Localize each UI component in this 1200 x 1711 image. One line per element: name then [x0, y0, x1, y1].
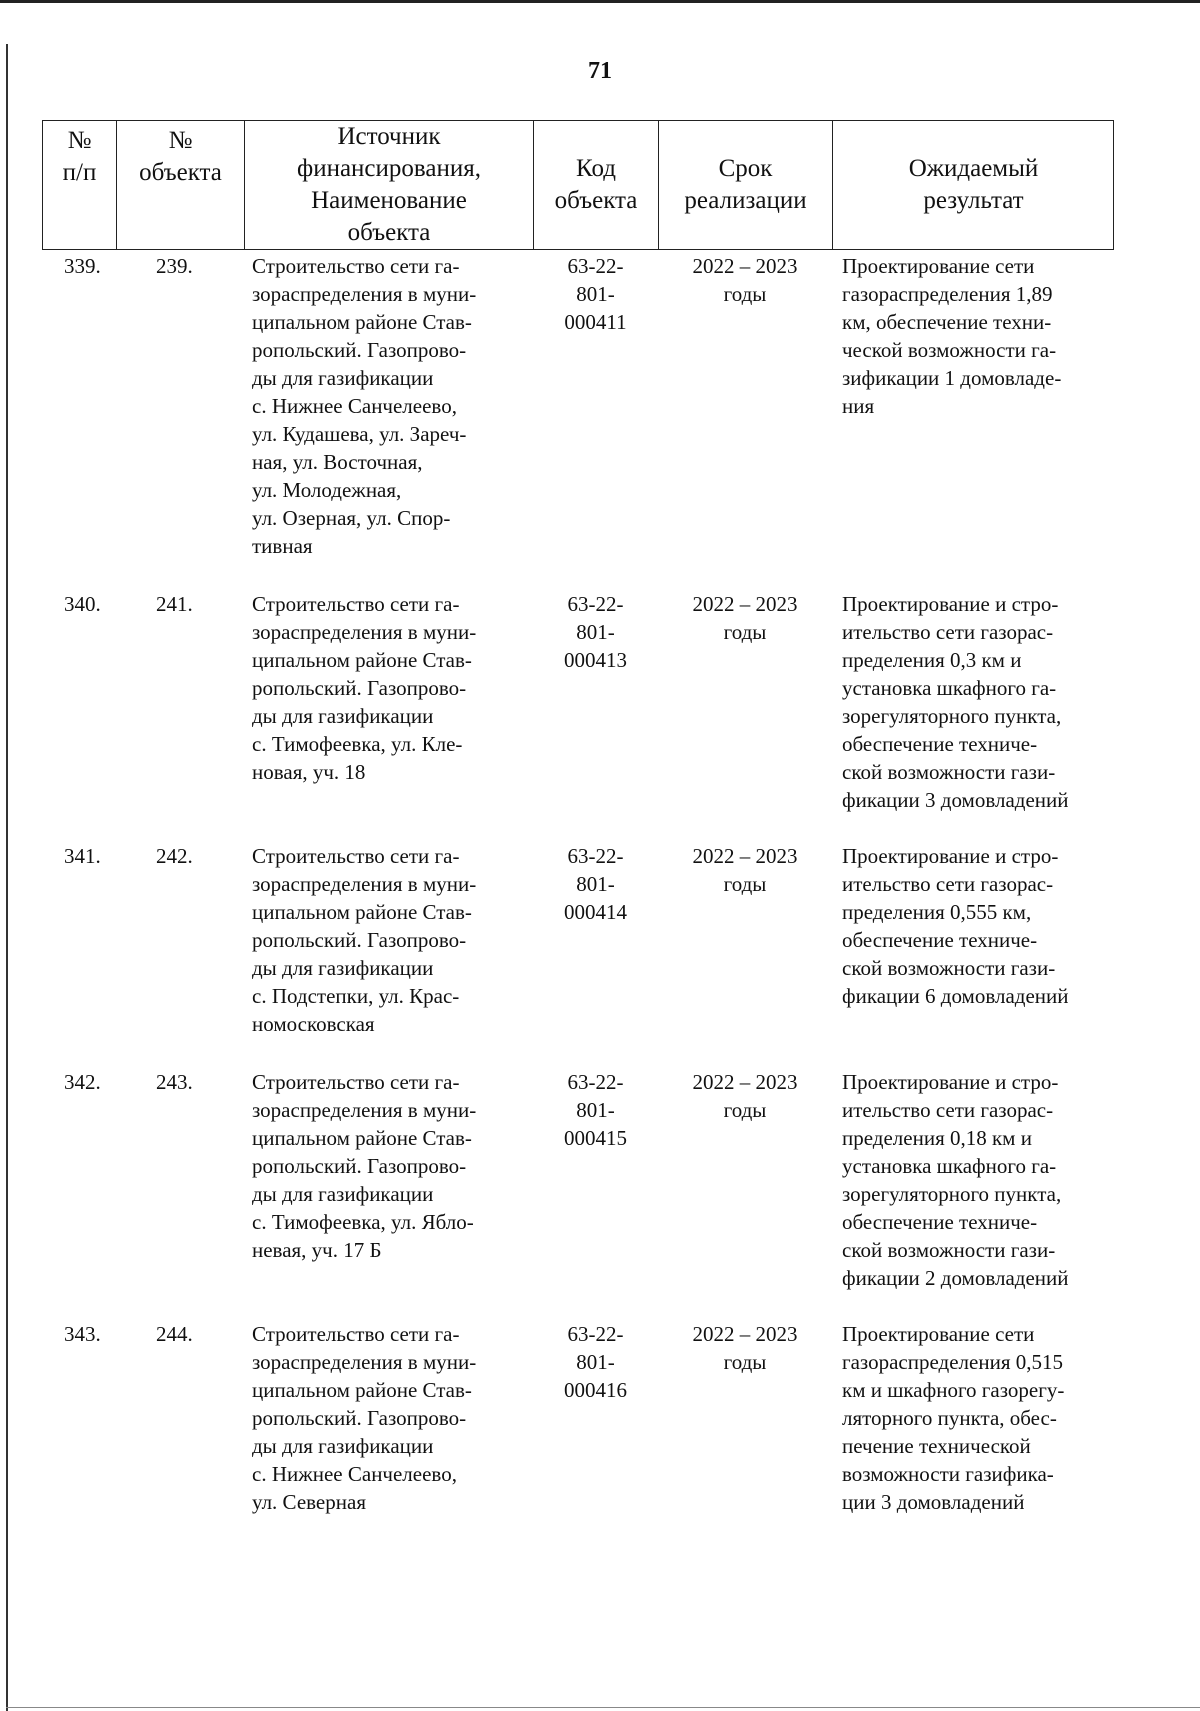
object-number: 239. — [156, 254, 193, 278]
expected-result: Проектирование сети газораспределения 1,89 км, обеспечение техни- ческой возможности га- зификации 1 домовладе- ния — [842, 254, 1062, 418]
expected-result: Проектирование и стро- ительство сети газорас- пределения 0,555 км, обеспечение техниче- ской возможности гази- фикации 6 домовладений — [842, 844, 1069, 1008]
object-number: 243. — [156, 1070, 193, 1094]
header-object-number: № объекта — [117, 121, 245, 249]
implementation-term: 2022 – 2023 годы — [692, 1070, 798, 1122]
header-expected-result: Ожидаемый результат — [908, 155, 1039, 214]
expected-result: Проектирование и стро- ительство сети газорас- пределения 0,3 км и установка шкафного га- зорегуляторного пункта, обеспечение техниче- ской возможности гази- фикации 3 домовладений — [842, 592, 1069, 812]
expected-result: Проектирование и стро- ительство сети газорас- пределения 0,18 км и установка шкафного га- зорегуляторного пункта, обеспечение техниче- ской возможности гази- фикации 2 домовладений — [842, 1070, 1069, 1290]
row-number: 341. — [64, 844, 101, 868]
header-source-name: Источник финансирования, Наименование объекта — [245, 121, 534, 249]
object-number: 242. — [156, 844, 193, 868]
object-number: 241. — [156, 592, 193, 616]
object-name: Строительство сети га- зораспределения в муни- ципальном районе Став- ропольский. Газопрово- ды для газификации с. Подстепки, ул. Крас- номосковская — [252, 844, 477, 1036]
page-number: 71 — [588, 58, 612, 84]
object-code: 63-22- 801- 000411 — [564, 254, 627, 334]
scan-top-edge — [0, 0, 1200, 3]
object-name: Строительство сети га- зораспределения в муни- ципальном районе Став- ропольский. Газопрово- ды для газификации с. Нижнее Санчелеево, ул. Кудашева, ул. Зареч- ная, ул. Восточная, ул. Молодежная, ул. Озерная, ул. Спор- тивная — [252, 254, 477, 558]
object-code: 63-22- 801- 000416 — [564, 1322, 627, 1402]
object-code: 63-22- 801- 000414 — [564, 844, 627, 924]
header-term: Срок реализации — [659, 121, 833, 249]
header-row-number: № п/п — [43, 121, 117, 249]
header-object-code: Код объекта — [534, 121, 659, 249]
implementation-term: 2022 – 2023 годы — [692, 1322, 798, 1374]
implementation-term: 2022 – 2023 годы — [692, 254, 798, 306]
implementation-term: 2022 – 2023 годы — [692, 844, 798, 896]
object-name: Строительство сети га- зораспределения в муни- ципальном районе Став- ропольский. Газопрово- ды для газификации с. Тимофеевка, ул. Ябло- невая, уч. 17 Б — [252, 1070, 477, 1262]
row-number: 339. — [64, 254, 101, 278]
scan-bottom-edge — [6, 1707, 1200, 1708]
row-number: 343. — [64, 1322, 101, 1346]
object-code: 63-22- 801- 000415 — [564, 1070, 627, 1150]
object-name: Строительство сети га- зораспределения в муни- ципальном районе Став- ропольский. Газопрово- ды для газификации с. Нижнее Санчелеево, ул. Северная — [252, 1322, 477, 1514]
object-number: 244. — [156, 1322, 193, 1346]
expected-result: Проектирование сети газораспределения 0,515 км и шкафного газорегу- ляторного пункта, обес- печение технической возможности газифика- ции 3 домовладений — [842, 1322, 1065, 1514]
object-name: Строительство сети га- зораспределения в муни- ципальном районе Став- ропольский. Газопрово- ды для газификации с. Тимофеевка, ул. Кле- новая, уч. 18 — [252, 592, 477, 784]
row-number: 340. — [64, 592, 101, 616]
object-code: 63-22- 801- 000413 — [564, 592, 627, 672]
table-header — [42, 120, 1114, 250]
implementation-term: 2022 – 2023 годы — [692, 592, 798, 644]
row-number: 342. — [64, 1070, 101, 1094]
scan-left-edge — [6, 44, 8, 1711]
